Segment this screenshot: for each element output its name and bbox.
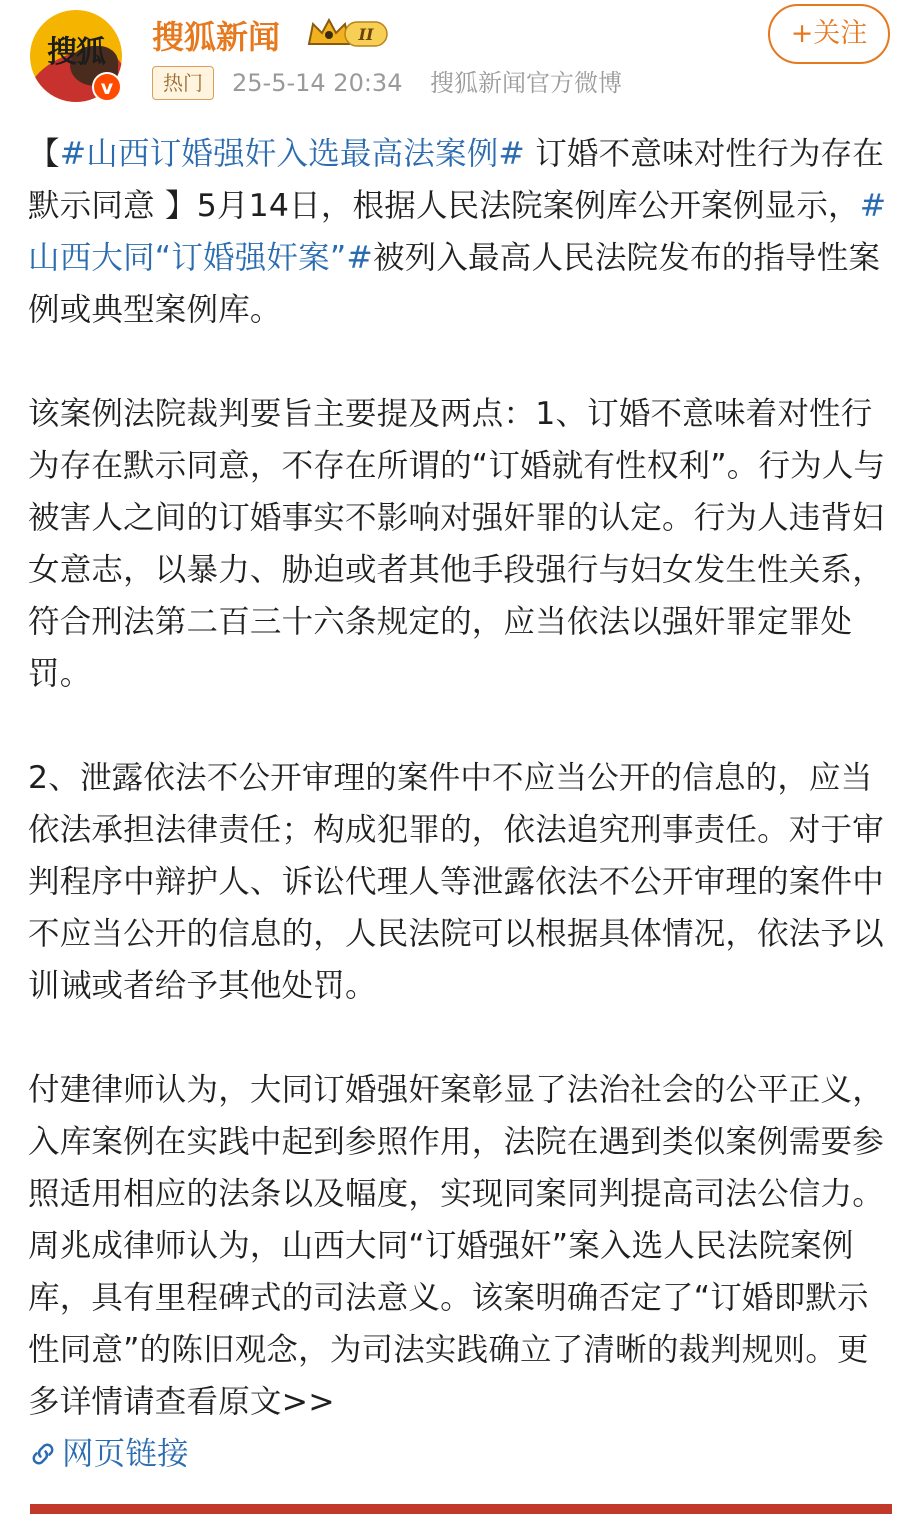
paragraph-1-text-a: 订婚不意味对性行为存在默示同意 】5月14日，根据人民法院案例库公开案例显示，	[28, 136, 884, 224]
paragraph-4-text: 付建律师认为，大同订婚强奸案彰显了法治社会的公平正义，入库案例在实践中起到参照作用，法院在遇到类似案例需要参照适用相应的法条以及幅度，实现同案同判提高司法公信力。周兆成律师认为，山西大同“订婚强奸”案入选人民法院案例库，具有里程碑式的司法意义。该案明确否定了“订婚即默示性同意”的陈旧观念，为司法实践确立了清晰的裁判规则。	[28, 1072, 884, 1368]
link-icon	[28, 1439, 58, 1469]
read-more-link[interactable]: 更多详情请查看原文>>	[28, 1332, 869, 1420]
paragraph-4	[28, 1064, 898, 1428]
post-body	[28, 128, 898, 1485]
post-header	[0, 0, 922, 110]
paragraph-spacer	[28, 1012, 898, 1064]
topic-link-2[interactable]: #山西大同“订婚强奸案”#	[28, 188, 887, 276]
level-label: II	[358, 25, 374, 44]
avatar-logo-text: 搜狐	[47, 35, 105, 70]
bottom-divider-bar	[30, 1504, 892, 1514]
web-link-row	[28, 1428, 898, 1485]
paragraph-spacer	[28, 700, 898, 752]
paragraph-1-text-b: 被列入最高人民法院发布的指导性案例或典型案例库。	[28, 240, 881, 328]
web-link[interactable]	[28, 1428, 189, 1480]
topic-link-1[interactable]: #山西订婚强奸入选最高法案例#	[59, 136, 525, 172]
follow-button[interactable]: +关注	[768, 4, 890, 64]
hot-tag: 热门	[152, 66, 214, 100]
paragraph-3: 2、泄露依法不公开审理的案件中不应当公开的信息的，应当依法承担法律责任；构成犯罪的，依法追究刑事责任。对于审判程序中辩护人、诉讼代理人等泄露依法不公开审理的案件中不应当公开的信息的，人民法院可以根据具体情况，依法予以训诫或者给予其他处罚。	[28, 760, 884, 1004]
level-crown-icon[interactable]	[305, 16, 391, 50]
paragraph-spacer	[28, 336, 898, 388]
post-time: 25-5-14 20:34	[232, 69, 403, 97]
bracket-open: 【	[28, 136, 60, 172]
paragraph-2: 该案例法院裁判要旨主要提及两点：1、订婚不意味着对性行为存在默示同意，不存在所谓的“订婚就有性权利”。行为人与被害人之间的订婚事实不影响对强奸罪的认定。行为人违背妇女意志，以暴力、胁迫或者其他手段强行与妇女发生性关系，符合刑法第二百三十六条规定的，应当依法以强奸罪定罪处罚。	[28, 396, 886, 692]
verified-icon: v	[92, 72, 122, 102]
paragraph-1	[28, 128, 898, 336]
web-link-label: 网页链接	[62, 1436, 189, 1472]
post-source: 搜狐新闻官方微博	[430, 69, 622, 97]
account-name[interactable]: 搜狐新闻	[152, 18, 281, 56]
